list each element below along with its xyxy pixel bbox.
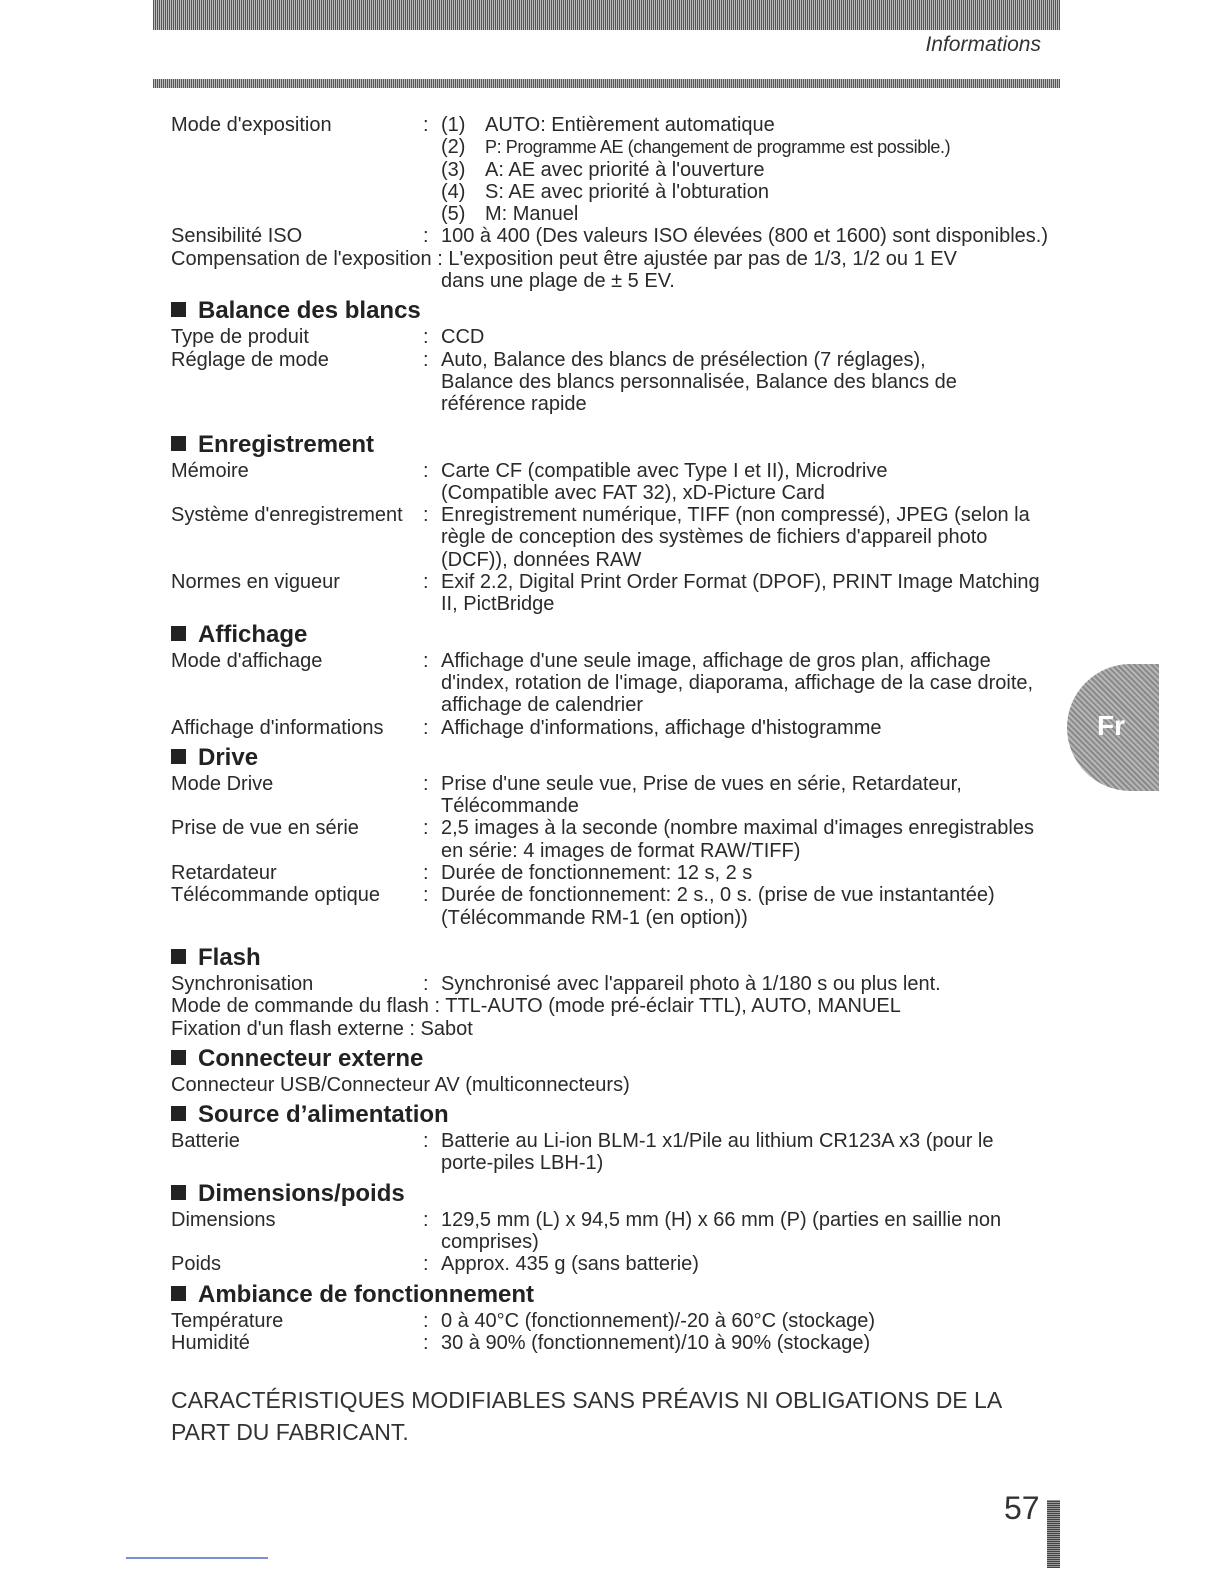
section-heading: Dimensions/poids xyxy=(171,1179,1051,1209)
spec-label: Système d'enregistrement xyxy=(171,504,403,527)
language-tab xyxy=(1067,664,1159,791)
section-heading: Source d’alimentation xyxy=(171,1100,1051,1130)
spec-value: 100 à 400 (Des valeurs ISO élevées (800 et 1600) sont disponibles.) xyxy=(441,225,1049,248)
spec-content xyxy=(171,114,1051,1448)
spec-row: Normes en vigueur : Exif 2.2, Digital Print Order Format (DPOF), PRINT Image Matching II, PictBridge xyxy=(171,571,1051,616)
bullet-square-icon xyxy=(171,302,186,317)
spec-row: Réglage de mode : Auto, Balance des blancs de présélection (7 réglages), Balance des blancs personnalisée, Balance des blancs de référence rapide xyxy=(171,349,1051,416)
exposure-mode-list xyxy=(441,114,1051,225)
spec-value: Durée de fonctionnement: 12 s, 2 s xyxy=(441,862,753,885)
spec-line: Fixation d'un flash externe : Sabot xyxy=(171,1017,473,1040)
spec-row: Mode d'affichage : Affichage d'une seule image, affichage de gros plan, affichage d'index, rotation de l'image, diaporama, affichage de la case droite, affichage de calendrier xyxy=(171,650,1051,717)
spec-row: Type de produit : CCD xyxy=(171,326,1051,348)
spec-value: Affichage d'informations, affichage d'histogramme xyxy=(441,716,882,739)
spec-row-iso: Sensibilité ISO : 100 à 400 (Des valeurs ISO élevées (800 et 1600) sont disponibles.) xyxy=(171,225,1051,247)
bullet-square-icon xyxy=(171,749,186,764)
section-heading: Flash xyxy=(171,943,1051,973)
spec-value: Affichage d'une seule image, affichage de gros plan, affichage d'index, rotation de l'image, diaporama, affichage de la case droite, affichage de calendrier xyxy=(441,649,1034,717)
spec-value: Durée de fonctionnement: 2 s., 0 s. (prise de vue instantantée) (Télécommande RM-1 (en option)) xyxy=(441,884,995,929)
bullet-square-icon xyxy=(171,949,186,964)
spec-row-exposure-mode: Mode d'exposition : (1) AUTO: Entièrement automatique (2) P: Programme AE (changement de programme est possible.) (3) A: AE avec priorité à l'ouverture (4) S: AE avec priorité à l'obturation (5) M: Manuel xyxy=(171,114,1051,225)
section-heading: Connecteur externe xyxy=(171,1044,1051,1074)
spec-value: CCD xyxy=(441,326,485,349)
bullet-square-icon xyxy=(171,1050,186,1065)
spec-row: Humidité : 30 à 90% (fonctionnement)/10 à 90% (stockage) xyxy=(171,1332,1051,1354)
spec-value: 129,5 mm (L) x 94,5 mm (H) x 66 mm (P) (parties en saillie non comprises) xyxy=(441,1208,1002,1253)
bullet-square-icon xyxy=(171,436,186,451)
spec-label: Humidité xyxy=(171,1331,250,1354)
section-heading: Drive xyxy=(171,743,1051,773)
spec-label: Sensibilité ISO xyxy=(171,225,303,248)
spec-row-exposure-comp xyxy=(171,248,1051,293)
spec-value: Synchronisé avec l'appareil photo à 1/180 s ou plus lent. xyxy=(441,972,941,995)
page-number: 57 xyxy=(1004,1490,1040,1526)
header-rule xyxy=(153,79,1060,88)
spec-value: Carte CF (compatible avec Type I et II), Microdrive (Compatible avec FAT 32), xD-Picture Card xyxy=(441,459,888,504)
spec-row: Synchronisation : Synchronisé avec l'appareil photo à 1/180 s ou plus lent. xyxy=(171,973,1051,995)
spec-row: Poids : Approx. 435 g (sans batterie) xyxy=(171,1253,1051,1275)
language-tab-label: Fr xyxy=(1097,710,1125,741)
spec-value: Approx. 435 g (sans batterie) xyxy=(441,1253,699,1276)
disclaimer-notice: CARACTÉRISTIQUES MODIFIABLES SANS PRÉAVIS NI OBLIGATIONS DE LA PART DU FABRICANT. xyxy=(171,1387,1001,1446)
spec-value: Auto, Balance des blancs de présélection (7 réglages), Balance des blancs personnalisée, Balance des blancs de référence rapide xyxy=(441,348,957,416)
spec-label: Retardateur xyxy=(171,862,277,885)
spec-line: Connecteur USB/Connecteur AV (multiconnecteurs) xyxy=(171,1073,630,1096)
spec-row: Affichage d'informations : Affichage d'informations, affichage d'histogramme xyxy=(171,717,1051,739)
bullet-square-icon xyxy=(171,1106,186,1121)
spec-value: 2,5 images à la seconde (nombre maximal d'images enregistrables en série: 4 images de format RAW/TIFF) xyxy=(441,817,1034,862)
header-bar xyxy=(153,0,1060,30)
spec-value: Prise d'une seule vue, Prise de vues en série, Retardateur, Télécommande xyxy=(441,772,962,818)
spec-label: Prise de vue en série xyxy=(171,817,359,840)
spec-row: Prise de vue en série : 2,5 images à la seconde (nombre maximal d'images enregistrables en série: 4 images de format RAW/TIFF) xyxy=(171,817,1051,862)
spec-label: Télécommande optique xyxy=(171,884,381,907)
spec-label: Synchronisation xyxy=(171,972,314,995)
section-heading: Balance des blancs xyxy=(171,296,1051,326)
exposure-mode-item: (4) S: AE avec priorité à l'obturation xyxy=(441,180,769,203)
section-heading: Enregistrement xyxy=(171,430,1051,460)
spec-row: Batterie : Batterie au Li-ion BLM-1 x1/Pile au lithium CR123A x3 (pour le porte-piles LBH-1) xyxy=(171,1130,1051,1175)
exposure-mode-item: (1) AUTO: Entièrement automatique xyxy=(441,114,775,136)
spec-row: Mode Drive : Prise d'une seule vue, Prise de vues en série, Retardateur, Télécommande xyxy=(171,773,1051,818)
section-title: Informations xyxy=(925,33,1041,56)
spec-row: Retardateur : Durée de fonctionnement: 12 s, 2 s xyxy=(171,862,1051,884)
spec-line-cont: dans une plage de ± 5 EV. xyxy=(441,270,675,293)
spec-row: Dimensions : 129,5 mm (L) x 94,5 mm (H) x 66 mm (P) (parties en saillie non comprises) xyxy=(171,1209,1051,1254)
spec-value: Enregistrement numérique, TIFF (non compressé), JPEG (selon la règle de conception des systèmes de fichiers d'appareil photo (DCF)), données RAW xyxy=(441,504,1030,571)
spec-line: Mode de commande du flash : TTL-AUTO (mode pré-éclair TTL), AUTO, MANUEL xyxy=(171,995,901,1018)
spec-label: Dimensions xyxy=(171,1208,276,1231)
spec-row: Température : 0 à 40°C (fonctionnement)/-20 à 60°C (stockage) xyxy=(171,1310,1051,1332)
spec-label: Mémoire xyxy=(171,459,249,482)
spec-label: Mode d'affichage xyxy=(171,649,323,672)
spec-value: Batterie au Li-ion BLM-1 x1/Pile au lithium CR123A x3 (pour le porte-piles LBH-1) xyxy=(441,1130,994,1175)
spec-label: Poids xyxy=(171,1253,222,1276)
spec-row: Télécommande optique : Durée de fonctionnement: 2 s., 0 s. (prise de vue instantantée) (Télécommande RM-1 (en option)) xyxy=(171,884,1051,929)
exposure-mode-item: (2) P: Programme AE (changement de programme est possible.) xyxy=(441,136,951,159)
bullet-square-icon xyxy=(171,1286,186,1301)
corner-mark xyxy=(1047,1500,1060,1568)
spec-label: Batterie xyxy=(171,1130,240,1153)
spec-row: Mémoire : Carte CF (compatible avec Type I et II), Microdrive (Compatible avec FAT 32), xD-Picture Card xyxy=(171,460,1051,505)
exposure-mode-item: (3) A: AE avec priorité à l'ouverture xyxy=(441,158,765,181)
spec-value: 0 à 40°C (fonctionnement)/-20 à 60°C (stockage) xyxy=(441,1309,875,1332)
spec-label: Type de produit xyxy=(171,326,309,349)
footer-line xyxy=(126,1557,268,1559)
spec-label: Réglage de mode xyxy=(171,348,329,371)
bullet-square-icon xyxy=(171,1185,186,1200)
bullet-square-icon xyxy=(171,626,186,641)
spec-label: Mode d'exposition xyxy=(171,114,332,136)
spec-label: Affichage d'informations xyxy=(171,716,384,739)
spec-label: Température xyxy=(171,1309,284,1332)
spec-label: Mode Drive xyxy=(171,772,274,795)
spec-label: Normes en vigueur xyxy=(171,571,340,594)
spec-line: Compensation de l'exposition : L'exposition peut être ajustée par pas de 1/3, 1/2 ou 1 EV xyxy=(171,247,957,270)
spec-value: Exif 2.2, Digital Print Order Format (DPOF), PRINT Image Matching II, PictBridge xyxy=(441,571,1040,616)
exposure-mode-item: (5) M: Manuel xyxy=(441,203,579,226)
spec-value: 30 à 90% (fonctionnement)/10 à 90% (stockage) xyxy=(441,1331,871,1354)
section-heading: Ambiance de fonctionnement xyxy=(171,1280,1051,1310)
spec-row: Système d'enregistrement : Enregistrement numérique, TIFF (non compressé), JPEG (selon la règle de conception des systèmes de fichiers d'appareil photo (DCF)), données RAW xyxy=(171,504,1051,571)
section-heading: Affichage xyxy=(171,620,1051,650)
